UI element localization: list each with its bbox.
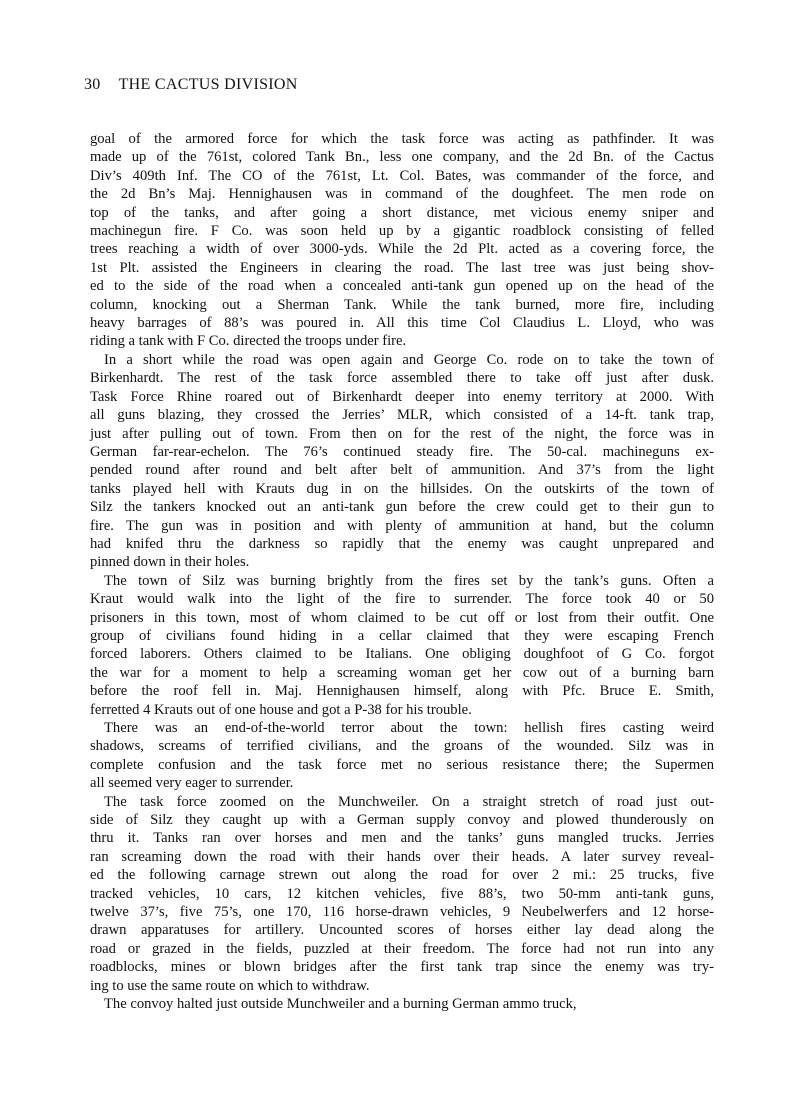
paragraph — [90, 572, 714, 719]
text-line: shadows, screams of terrified civilians, and the groans of the wounded. Silz was in — [90, 738, 714, 755]
text-line: The convoy halted just outside Munchweiler and a burning German ammo truck, — [104, 996, 577, 1013]
text-line: thru it. Tanks ran over horses and men and the tanks’ guns mangled trucks. Jerries — [90, 830, 714, 847]
paragraph — [90, 719, 714, 793]
text-line: pended round after round and belt after belt of ammunition. And 37’s from the light — [90, 462, 714, 479]
text-line: road or grazed in the fields, puzzled at their freedom. The force had not run into any — [90, 940, 714, 957]
page-number: 30 — [84, 76, 101, 93]
text-line: ing to use the same route on which to withdraw. — [90, 977, 370, 994]
text-line: drawn apparatuses for artillery. Uncounted scores of horses either lay dead along the — [90, 922, 714, 939]
text-line: German far-rear-echelon. The 76’s continued steady fire. The 50-cal. machineguns ex- — [90, 443, 714, 460]
text-line: riding a tank with F Co. directed the troops under fire. — [90, 333, 407, 350]
text-line: roadblocks, mines or blown bridges after the first tank trap since the enemy was try- — [90, 959, 714, 976]
text-line: forced laborers. Others claimed to be Italians. One obliging doughfoot of G Co. forgot — [90, 646, 714, 663]
text-line: Kraut would walk into the light of the fire to surrender. The force took 40 or 50 — [90, 591, 714, 608]
text-line: twelve 37’s, five 75’s, one 170, 116 horse-drawn vehicles, 9 Neubelwerfers and 12 horse- — [90, 904, 714, 921]
text-line: side of Silz they caught up with a German supply convoy and plowed thunderously on — [90, 812, 714, 829]
running-head — [84, 76, 298, 94]
text-line: The task force zoomed on the Munchweiler. On a straight stretch of road just out- — [104, 793, 714, 810]
text-line: before the roof fell in. Maj. Hennighausen himself, along with Pfc. Bruce E. Smith, — [90, 683, 714, 700]
text-line: Task Force Rhine roared out of Birkenhardt deeper into enemy territory at 2000. With — [90, 388, 714, 405]
text-line: In a short while the road was open again and George Co. rode on to take the town of — [104, 351, 714, 368]
text-line: ferretted 4 Krauts out of one house and got a P-38 for his trouble. — [90, 701, 472, 718]
paragraph — [90, 351, 714, 572]
text-line: Birkenhardt. The rest of the task force assembled there to take off just after dusk. — [90, 370, 714, 387]
text-line: Silz the tankers knocked out an anti-tank gun before the crew could get to their gun to — [90, 499, 714, 516]
text-line: fire. The gun was in position and with plenty of ammunition at hand, but the column — [90, 517, 714, 534]
text-line: ed the following carnage strewn out along the road for over 2 mi.: 25 trucks, five — [90, 867, 714, 884]
text-line: top of the tanks, and after going a short distance, met vicious enemy sniper and — [90, 204, 714, 221]
text-line: pinned down in their holes. — [90, 554, 250, 571]
text-line: ed to the side of the road when a concealed anti-tank gun opened up on the head of the — [90, 278, 714, 295]
body-text — [90, 130, 714, 1014]
text-line: 1st Plt. assisted the Engineers in clearing the road. The last tree was just being shov- — [90, 259, 714, 276]
text-line: heavy barrages of 88’s was poured in. All this time Col Claudius L. Lloyd, who was — [90, 315, 714, 332]
text-line: The town of Silz was burning brightly from the fires set by the tank’s guns. Often a — [104, 572, 714, 589]
text-line: complete confusion and the task force met no serious resistance there; the Supermen — [90, 756, 714, 773]
text-line: group of civilians found hiding in a cellar claimed that they were escaping French — [90, 627, 714, 644]
text-line: all guns blazing, they crossed the Jerries’ MLR, which consisted of a 14-ft. tank trap, — [90, 407, 714, 424]
text-line: all seemed very eager to surrender. — [90, 775, 294, 792]
text-line: There was an end-of-the-world terror about the town: hellish fires casting weird — [104, 720, 714, 736]
text-line: prisoners in this town, most of whom claimed to be cut off or lost from their outfit. One — [90, 609, 714, 626]
text-line: just after pulling out of town. From then on for the rest of the night, the force was in — [90, 425, 714, 442]
text-line: tracked vehicles, 10 cars, 12 kitchen vehicles, five 88’s, two 50-mm anti-tank guns, — [90, 885, 714, 902]
text-line: column, knocking out a Sherman Tank. While the tank burned, more fire, including — [90, 296, 714, 313]
text-line: had knifed thru the darkness so rapidly that the enemy was caught unprepared and — [90, 535, 714, 552]
text-line: Div’s 409th Inf. The CO of the 761st, Lt. Col. Bates, was commander of the force, and — [90, 167, 714, 184]
paragraph — [90, 130, 714, 351]
text-line: made up of the 761st, colored Tank Bn., less one company, and the 2d Bn. of the Cactus — [90, 149, 714, 166]
text-line: the 2d Bn’s Maj. Hennighausen was in command of the doughfeet. The men rode on — [90, 186, 714, 203]
text-line: the war for a moment to help a screaming woman get her cow out of a burning barn — [90, 664, 714, 681]
text-line: goal of the armored force for which the task force was acting as pathfinder. It was — [90, 131, 714, 147]
text-line: trees reaching a width of over 3000-yds. While the 2d Plt. acted as a covering force, the — [90, 241, 714, 258]
text-line: tanks played hell with Krauts dug in on the hillsides. On the outskirts of the town of — [90, 480, 714, 497]
text-line: machinegun fire. F Co. was soon held up by a gigantic roadblock consisting of felled — [90, 223, 714, 240]
running-title: THE CACTUS DIVISION — [118, 76, 298, 93]
paragraph — [90, 793, 714, 995]
paragraph — [90, 995, 714, 1013]
text-line: ran screaming down the road with their hands over their heads. A later survey reveal- — [90, 848, 714, 865]
